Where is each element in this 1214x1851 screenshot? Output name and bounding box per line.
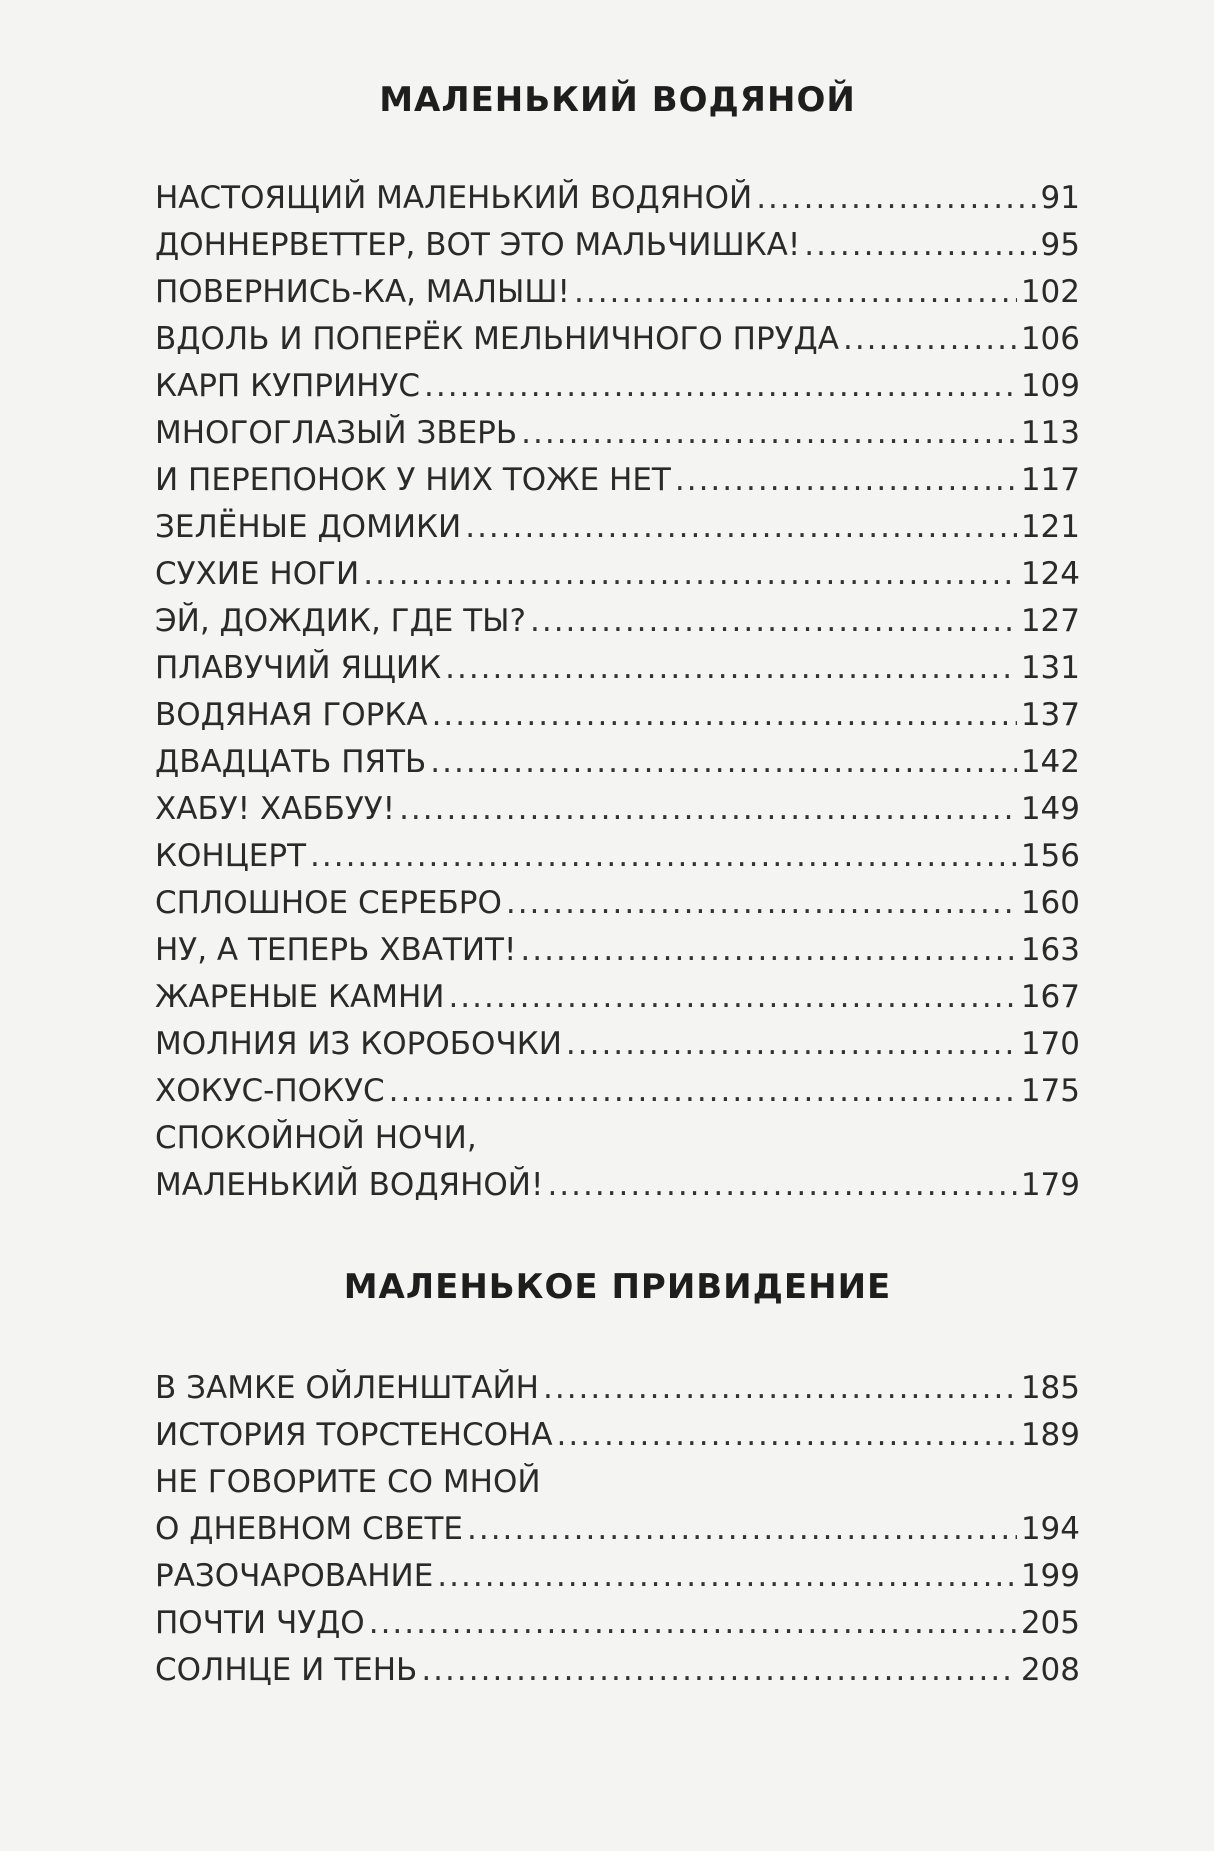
toc-entry — [155, 175, 1080, 222]
dot-leader — [437, 1553, 1017, 1600]
toc-entry-title: ИСТОРИЯ ТОРСТЕНСОНА — [155, 1417, 553, 1453]
dot-leader — [432, 692, 1017, 739]
toc-entry-title: ПОВЕРНИСЬ-КА, МАЛЫШ! — [155, 274, 570, 310]
toc-entry-title: ЭЙ, ДОЖДИК, ГДЕ ТЫ? — [155, 603, 526, 639]
toc-entry-page: 205 — [1020, 1605, 1080, 1641]
dot-leader — [543, 1365, 1017, 1412]
toc-entry — [155, 974, 1080, 1021]
toc-entry-page: 149 — [1020, 791, 1080, 827]
table-of-contents — [155, 70, 1080, 1694]
toc-entry-title: НАСТОЯЩИЙ МАЛЕНЬКИЙ ВОДЯНОЙ — [155, 180, 753, 216]
toc-entry — [155, 410, 1080, 457]
section-title: МАЛЕНЬКОЕ ПРИВИДЕНИЕ — [343, 1267, 892, 1307]
dot-leader — [675, 457, 1017, 504]
toc-entry-title-line2: МАЛЕНЬКИЙ ВОДЯНОЙ! — [155, 1167, 544, 1203]
toc-entry-page: 124 — [1020, 556, 1080, 592]
toc-entry-title: РАЗОЧАРОВАНИЕ — [155, 1558, 434, 1594]
toc-entry-title: ВОДЯНАЯ ГОРКА — [155, 697, 428, 733]
toc-entry — [155, 645, 1080, 692]
toc-entry-page: 175 — [1020, 1073, 1080, 1109]
toc-entry-title: ДОННЕРВЕТТЕР, ВОТ ЭТО МАЛЬЧИШКА! — [155, 227, 801, 263]
toc-entry-page: 127 — [1020, 603, 1080, 639]
dot-leader — [506, 880, 1017, 927]
dot-leader — [557, 1412, 1017, 1459]
toc-entry — [155, 1021, 1080, 1068]
dot-leader — [520, 927, 1016, 974]
toc-entry-title: ХОКУС-ПОКУС — [155, 1073, 385, 1109]
toc-entry-page: 156 — [1020, 838, 1080, 874]
toc-entry-title: ХАБУ! ХАББУУ! — [155, 791, 396, 827]
toc-entry — [155, 316, 1080, 363]
dot-leader — [421, 1647, 1017, 1694]
dot-leader — [399, 786, 1017, 833]
toc-entry-title: КОНЦЕРТ — [155, 838, 307, 874]
toc-entry — [155, 457, 1080, 504]
toc-list-section-1 — [155, 175, 1080, 1209]
toc-entry-title: ЗЕЛЁНЫЕ ДОМИКИ — [155, 509, 462, 545]
toc-entry-title: КАРП КУПРИНУС — [155, 368, 421, 404]
dot-leader — [448, 974, 1016, 1021]
dot-leader — [756, 175, 1036, 222]
toc-entry-page: 131 — [1020, 650, 1080, 686]
dot-leader — [430, 739, 1017, 786]
toc-entry — [155, 786, 1080, 833]
toc-entry-title: ЖАРЕНЫЕ КАМНИ — [155, 979, 445, 1015]
dot-leader — [369, 1600, 1017, 1647]
toc-entry — [155, 880, 1080, 927]
toc-entry-title-line1: НЕ ГОВОРИТЕ СО МНОЙ — [155, 1464, 541, 1500]
toc-entry-title: ДВАДЦАТЬ ПЯТЬ — [155, 744, 427, 780]
toc-entry-page: 199 — [1020, 1558, 1080, 1594]
toc-entry — [155, 551, 1080, 598]
toc-entry-page: 113 — [1020, 415, 1080, 451]
toc-entry — [155, 692, 1080, 739]
dot-leader — [445, 645, 1017, 692]
dot-leader — [389, 1068, 1017, 1115]
toc-entry-title: ВДОЛЬ И ПОПЕРЁК МЕЛЬНИЧНОГО ПРУДА — [155, 321, 839, 357]
dot-leader — [843, 316, 1017, 363]
toc-entry-title: МНОГОГЛАЗЫЙ ЗВЕРЬ — [155, 415, 518, 451]
toc-entry-page: 142 — [1020, 744, 1080, 780]
toc-entry-page: 189 — [1020, 1417, 1080, 1453]
toc-entry-title: ПЛАВУЧИЙ ЯЩИК — [155, 650, 442, 686]
toc-entry-page: 185 — [1020, 1370, 1080, 1406]
toc-entry-title: И ПЕРЕПОНОК У НИХ ТОЖЕ НЕТ — [155, 462, 671, 498]
toc-entry — [155, 1068, 1080, 1115]
toc-entry — [155, 363, 1080, 410]
toc-entry-title: СПЛОШНОЕ СЕРЕБРО — [155, 885, 502, 921]
toc-entry-title-line1: СПОКОЙНОЙ НОЧИ, — [155, 1120, 477, 1156]
toc-entry-page: 91 — [1040, 180, 1080, 216]
toc-entry — [155, 1600, 1080, 1647]
toc-entry-page: 179 — [1020, 1167, 1080, 1203]
dot-leader — [467, 1506, 1017, 1553]
toc-entry-page: 102 — [1020, 274, 1080, 310]
dot-leader — [804, 222, 1036, 269]
dot-leader — [547, 1162, 1016, 1209]
toc-entry-page: 167 — [1020, 979, 1080, 1015]
toc-entry-page: 95 — [1040, 227, 1080, 263]
toc-entry — [155, 1553, 1080, 1600]
dot-leader — [363, 551, 1017, 598]
toc-entry — [155, 927, 1080, 974]
toc-entry-page: 106 — [1020, 321, 1080, 357]
toc-entry-title: СУХИЕ НОГИ — [155, 556, 360, 592]
toc-entry — [155, 1162, 1080, 1209]
dot-leader — [566, 1021, 1017, 1068]
toc-entry — [155, 1647, 1080, 1694]
toc-entry-page: 160 — [1020, 885, 1080, 921]
toc-entry — [155, 504, 1080, 551]
dot-leader — [521, 410, 1017, 457]
section-title: МАЛЕНЬКИЙ ВОДЯНОЙ — [379, 80, 856, 120]
toc-entry-title: ПОЧТИ ЧУДО — [155, 1605, 365, 1641]
toc-entry-page: 208 — [1020, 1652, 1080, 1688]
toc-entry — [155, 598, 1080, 645]
toc-entry-page: 121 — [1020, 509, 1080, 545]
toc-entry-title: СОЛНЦЕ И ТЕНЬ — [155, 1652, 418, 1688]
toc-entry-page: 194 — [1020, 1511, 1080, 1547]
dot-leader — [465, 504, 1017, 551]
toc-entry-page: 163 — [1020, 932, 1080, 968]
toc-entry-page: 109 — [1020, 368, 1080, 404]
toc-entry-title: НУ, А ТЕПЕРЬ ХВАТИТ! — [155, 932, 517, 968]
toc-entry — [155, 1506, 1080, 1553]
toc-entry — [155, 739, 1080, 786]
toc-entry-title-line2: О ДНЕВНОМ СВЕТЕ — [155, 1511, 463, 1547]
toc-entry-page: 170 — [1020, 1026, 1080, 1062]
toc-entry-page: 137 — [1020, 697, 1080, 733]
toc-entry — [155, 269, 1080, 316]
toc-entry — [155, 833, 1080, 880]
section-spacer — [155, 1209, 1080, 1257]
toc-entry-title: В ЗАМКЕ ОЙЛЕНШТАЙН — [155, 1370, 539, 1406]
dot-leader — [424, 363, 1017, 410]
dot-leader — [530, 598, 1017, 645]
dot-leader — [574, 269, 1017, 316]
dot-leader — [310, 833, 1017, 880]
toc-entry-page: 117 — [1020, 462, 1080, 498]
toc-entry-title: МОЛНИЯ ИЗ КОРОБОЧКИ — [155, 1026, 562, 1062]
toc-entry — [155, 1365, 1080, 1412]
toc-entry — [155, 222, 1080, 269]
toc-list-section-2 — [155, 1365, 1080, 1694]
toc-entry — [155, 1412, 1080, 1459]
